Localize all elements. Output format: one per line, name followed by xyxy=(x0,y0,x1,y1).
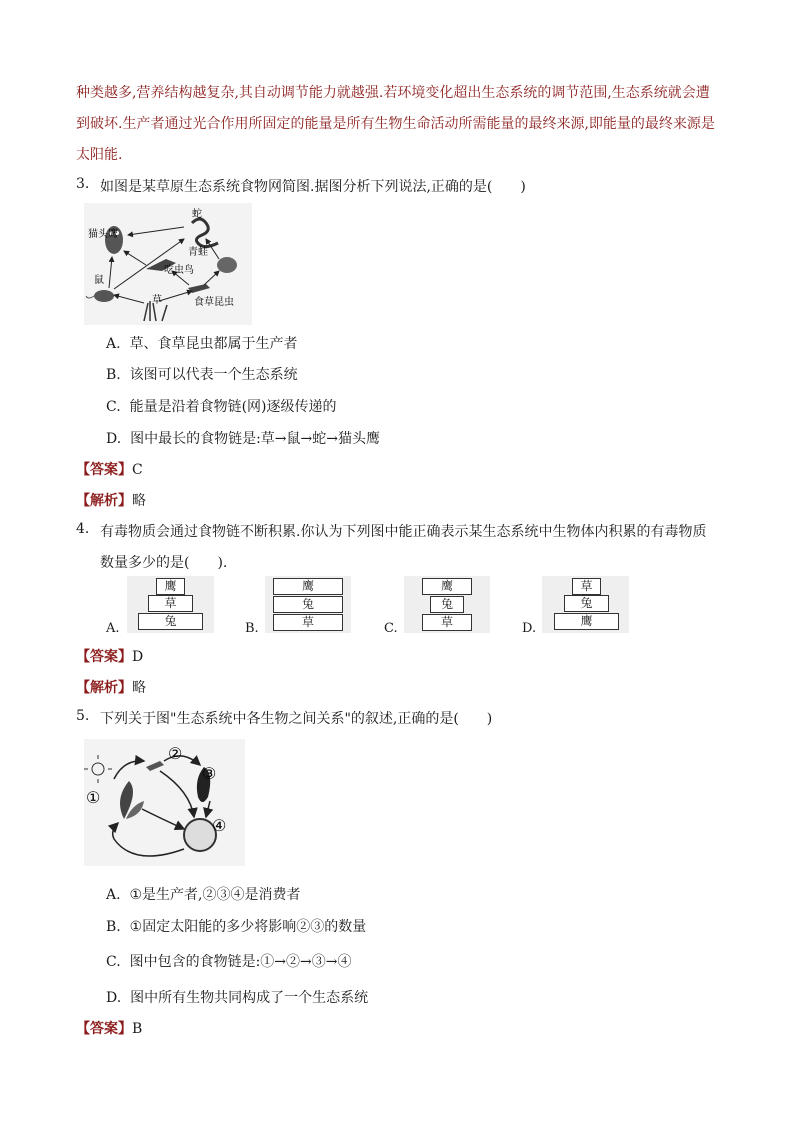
label-frog: 青蛙 xyxy=(188,247,208,258)
label-1: ① xyxy=(86,788,101,807)
food-web-diagram xyxy=(84,203,252,325)
label-bird: 吃虫鸟 xyxy=(164,265,194,276)
analysis-value: 略 xyxy=(132,493,146,509)
q3-analysis xyxy=(76,490,146,510)
answer-label: 【答案】 xyxy=(76,462,132,478)
option-key: D. xyxy=(106,990,122,1006)
q3-number: 3. xyxy=(76,176,90,192)
q5-option-b[interactable] xyxy=(106,916,366,936)
option-key: D. xyxy=(106,431,122,447)
label-snake: 蛇 xyxy=(192,209,202,220)
q4-stem-line-1: 有毒物质会通过食物链不断积累.你认为下列图中能正确表示某生态系统中生物体内积累的有毒物质 xyxy=(100,524,707,540)
option-key: A. xyxy=(106,887,121,903)
label-2: ② xyxy=(168,744,183,763)
block-mid: 兔 xyxy=(273,596,343,613)
q5-option-c[interactable] xyxy=(106,951,352,971)
q3-food-web-figure xyxy=(84,203,252,325)
label-3: ③ xyxy=(202,764,217,783)
q4-option-a-figure[interactable] xyxy=(127,576,214,633)
answer-value: B xyxy=(132,1021,143,1037)
q3-option-d[interactable] xyxy=(106,428,380,448)
option-text: ①固定太阳能的多少将影响②③的数量 xyxy=(129,919,367,935)
q5-option-d[interactable] xyxy=(106,987,368,1007)
q4-option-c-key[interactable]: C. xyxy=(384,621,398,636)
explanation-line-3: 太阳能. xyxy=(76,147,123,163)
option-key: C. xyxy=(106,954,121,970)
option-text: 图中最长的食物链是:草→鼠→蛇→猫头鹰 xyxy=(130,431,381,447)
analysis-value: 略 xyxy=(132,680,146,696)
q4-option-d-key[interactable]: D. xyxy=(522,621,537,636)
q3-answer xyxy=(76,459,143,479)
q4-analysis xyxy=(76,677,146,697)
q5-answer xyxy=(76,1018,142,1038)
block-bottom: 草 xyxy=(422,614,472,631)
label-owl: 猫头鹰 xyxy=(88,229,118,240)
answer-label: 【答案】 xyxy=(76,649,132,665)
mouse-icon xyxy=(94,290,114,302)
option-text: 图中所有生物共同构成了一个生态系统 xyxy=(130,990,369,1006)
option-key: B. xyxy=(106,367,121,383)
label-mouse: 鼠 xyxy=(94,275,104,286)
q4-option-d-figure[interactable] xyxy=(542,576,629,633)
q4-stem-line-2: 数量多少的是( ). xyxy=(100,555,228,571)
q4-number: 4. xyxy=(76,521,90,537)
explanation-line-1: 种类越多,营养结构越复杂,其自动调节能力就越强.若环境变化超出生态系统的调节范围,生态系统就会遭 xyxy=(76,85,710,101)
option-text: ①是生产者,②③④是消费者 xyxy=(129,887,301,903)
block-top: 草 xyxy=(572,578,601,595)
q4-option-a-key[interactable]: A. xyxy=(106,621,120,636)
answer-value: D xyxy=(132,649,144,665)
explanation-line-2: 到破坏.生产者通过光合作用所固定的能量是所有生物生命活动所需能量的最终来源,即能量的最终来源是 xyxy=(76,116,715,132)
block-mid: 草 xyxy=(148,595,193,612)
answer-label: 【答案】 xyxy=(76,1021,132,1037)
sun-icon xyxy=(92,763,104,775)
block-bottom: 鹰 xyxy=(554,613,619,630)
block-top: 鹰 xyxy=(273,578,343,595)
insect-icon xyxy=(146,761,164,771)
option-text: 草、食草昆虫都属于生产者 xyxy=(129,336,298,352)
option-text: 能量是沿着食物链(网)逐级传递的 xyxy=(129,399,337,415)
block-top: 鹰 xyxy=(422,578,472,595)
q5-number: 5. xyxy=(76,708,90,724)
block-bottom: 兔 xyxy=(138,613,203,630)
option-key: C. xyxy=(106,399,121,415)
q4-option-b-figure[interactable] xyxy=(265,576,351,633)
q5-ecosystem-figure xyxy=(84,739,245,866)
q4-option-b-key[interactable]: B. xyxy=(245,621,259,636)
q3-option-b[interactable] xyxy=(106,364,298,384)
q3-option-c[interactable] xyxy=(106,396,337,416)
block-mid: 兔 xyxy=(564,595,609,612)
q4-answer xyxy=(76,646,143,666)
q5-option-a[interactable] xyxy=(106,884,300,904)
option-text: 该图可以代表一个生态系统 xyxy=(129,367,298,383)
q5-stem: 下列关于图"生态系统中各生物之间关系"的叙述,正确的是( ) xyxy=(100,711,493,727)
block-bottom: 草 xyxy=(273,614,343,631)
option-key: A. xyxy=(106,336,121,352)
label-grass: 草 xyxy=(152,295,162,306)
label-4: ④ xyxy=(212,816,227,835)
snake-icon xyxy=(192,219,218,247)
analysis-label: 【解析】 xyxy=(76,493,132,509)
frog-icon xyxy=(217,257,237,273)
block-top: 鹰 xyxy=(156,578,185,595)
answer-value: C xyxy=(132,462,143,478)
q3-stem: 如图是某草原生态系统食物网简图.据图分析下列说法,正确的是( ) xyxy=(100,179,526,195)
option-text: 图中包含的食物链是:①→②→③→④ xyxy=(129,954,352,970)
q4-option-c-figure[interactable] xyxy=(404,576,490,633)
block-mid: 兔 xyxy=(430,596,464,613)
q3-option-a[interactable] xyxy=(106,333,297,353)
option-key: B. xyxy=(106,919,121,935)
label-insect: 食草昆虫 xyxy=(194,297,234,308)
analysis-label: 【解析】 xyxy=(76,680,132,696)
ecosystem-diagram xyxy=(84,739,245,866)
